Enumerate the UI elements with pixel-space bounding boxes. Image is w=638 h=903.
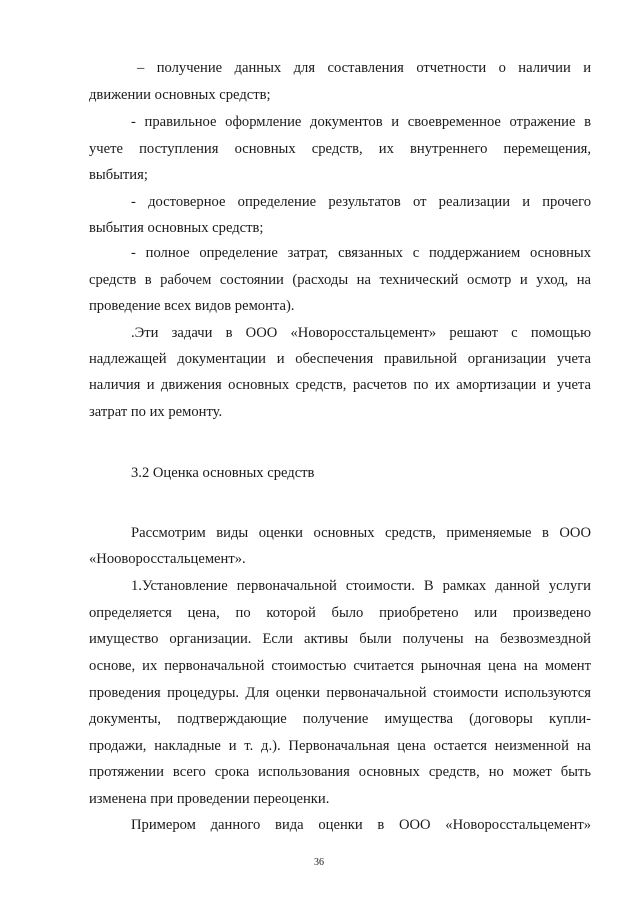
- text-line: проведение всех видов ремонта).: [89, 298, 295, 314]
- text-line: 1.Установление первоначальной стоимости. В рамках данной услуги: [131, 578, 591, 594]
- text-line: наличия и движения основных средств, расчетов по их амортизации и учета: [89, 377, 591, 393]
- text-line: выбытия;: [89, 167, 148, 183]
- text-line: основе, их первоначальной стоимостью считается рыночная цена на момент: [89, 658, 591, 674]
- text-line: документы, подтверждающие получение имущества (договоры купли-: [89, 711, 591, 727]
- text-line: - достоверное определение результатов от реализации и прочего: [131, 194, 591, 210]
- text-line: протяжении всего срока использования основных средств, но может быть: [89, 764, 591, 780]
- text-line: выбытия основных средств;: [89, 220, 264, 236]
- text-line: - полное определение затрат, связанных с поддержанием основных: [131, 245, 591, 261]
- text-line: Рассмотрим виды оценки основных средств, применяемые в ООО: [131, 525, 591, 541]
- text-line: средств в рабочем состоянии (расходы на технический осмотр и уход, на: [89, 272, 591, 288]
- text-line: продажи, накладные и т. д.). Первоначальная цена остается неизменной на: [89, 738, 591, 754]
- text-line: Примером данного вида оценки в ООО «Новоросстальцемент»: [131, 817, 591, 833]
- page-number: 36: [314, 857, 324, 868]
- text-line: имущество организации. Если активы были получены на безвозмездной: [89, 631, 591, 647]
- section-heading: 3.2 Оценка основных средств: [131, 465, 315, 481]
- text-line: изменена при проведении переоценки.: [89, 791, 330, 807]
- text-line: движении основных средств;: [89, 87, 271, 103]
- text-line: учете поступления основных средств, их внутреннего перемещения,: [89, 141, 591, 157]
- text-line: - правильное оформление документов и своевременное отражение в: [131, 114, 591, 130]
- text-line: надлежащей документации и обеспечения правильной организации учета: [89, 351, 591, 367]
- text-line: проведения процедуры. Для оценки первоначальной стоимости используются: [89, 685, 591, 701]
- text-line: «Нооворосстальцемент».: [89, 551, 246, 567]
- text-line: .Эти задачи в ООО «Новоросстальцемент» решают с помощью: [131, 325, 591, 341]
- text-line: определяется цена, по которой было приобретено или произведено: [89, 605, 591, 621]
- text-line: затрат по их ремонту.: [89, 404, 223, 420]
- text-line: – получение данных для составления отчетности о наличии и: [137, 60, 591, 76]
